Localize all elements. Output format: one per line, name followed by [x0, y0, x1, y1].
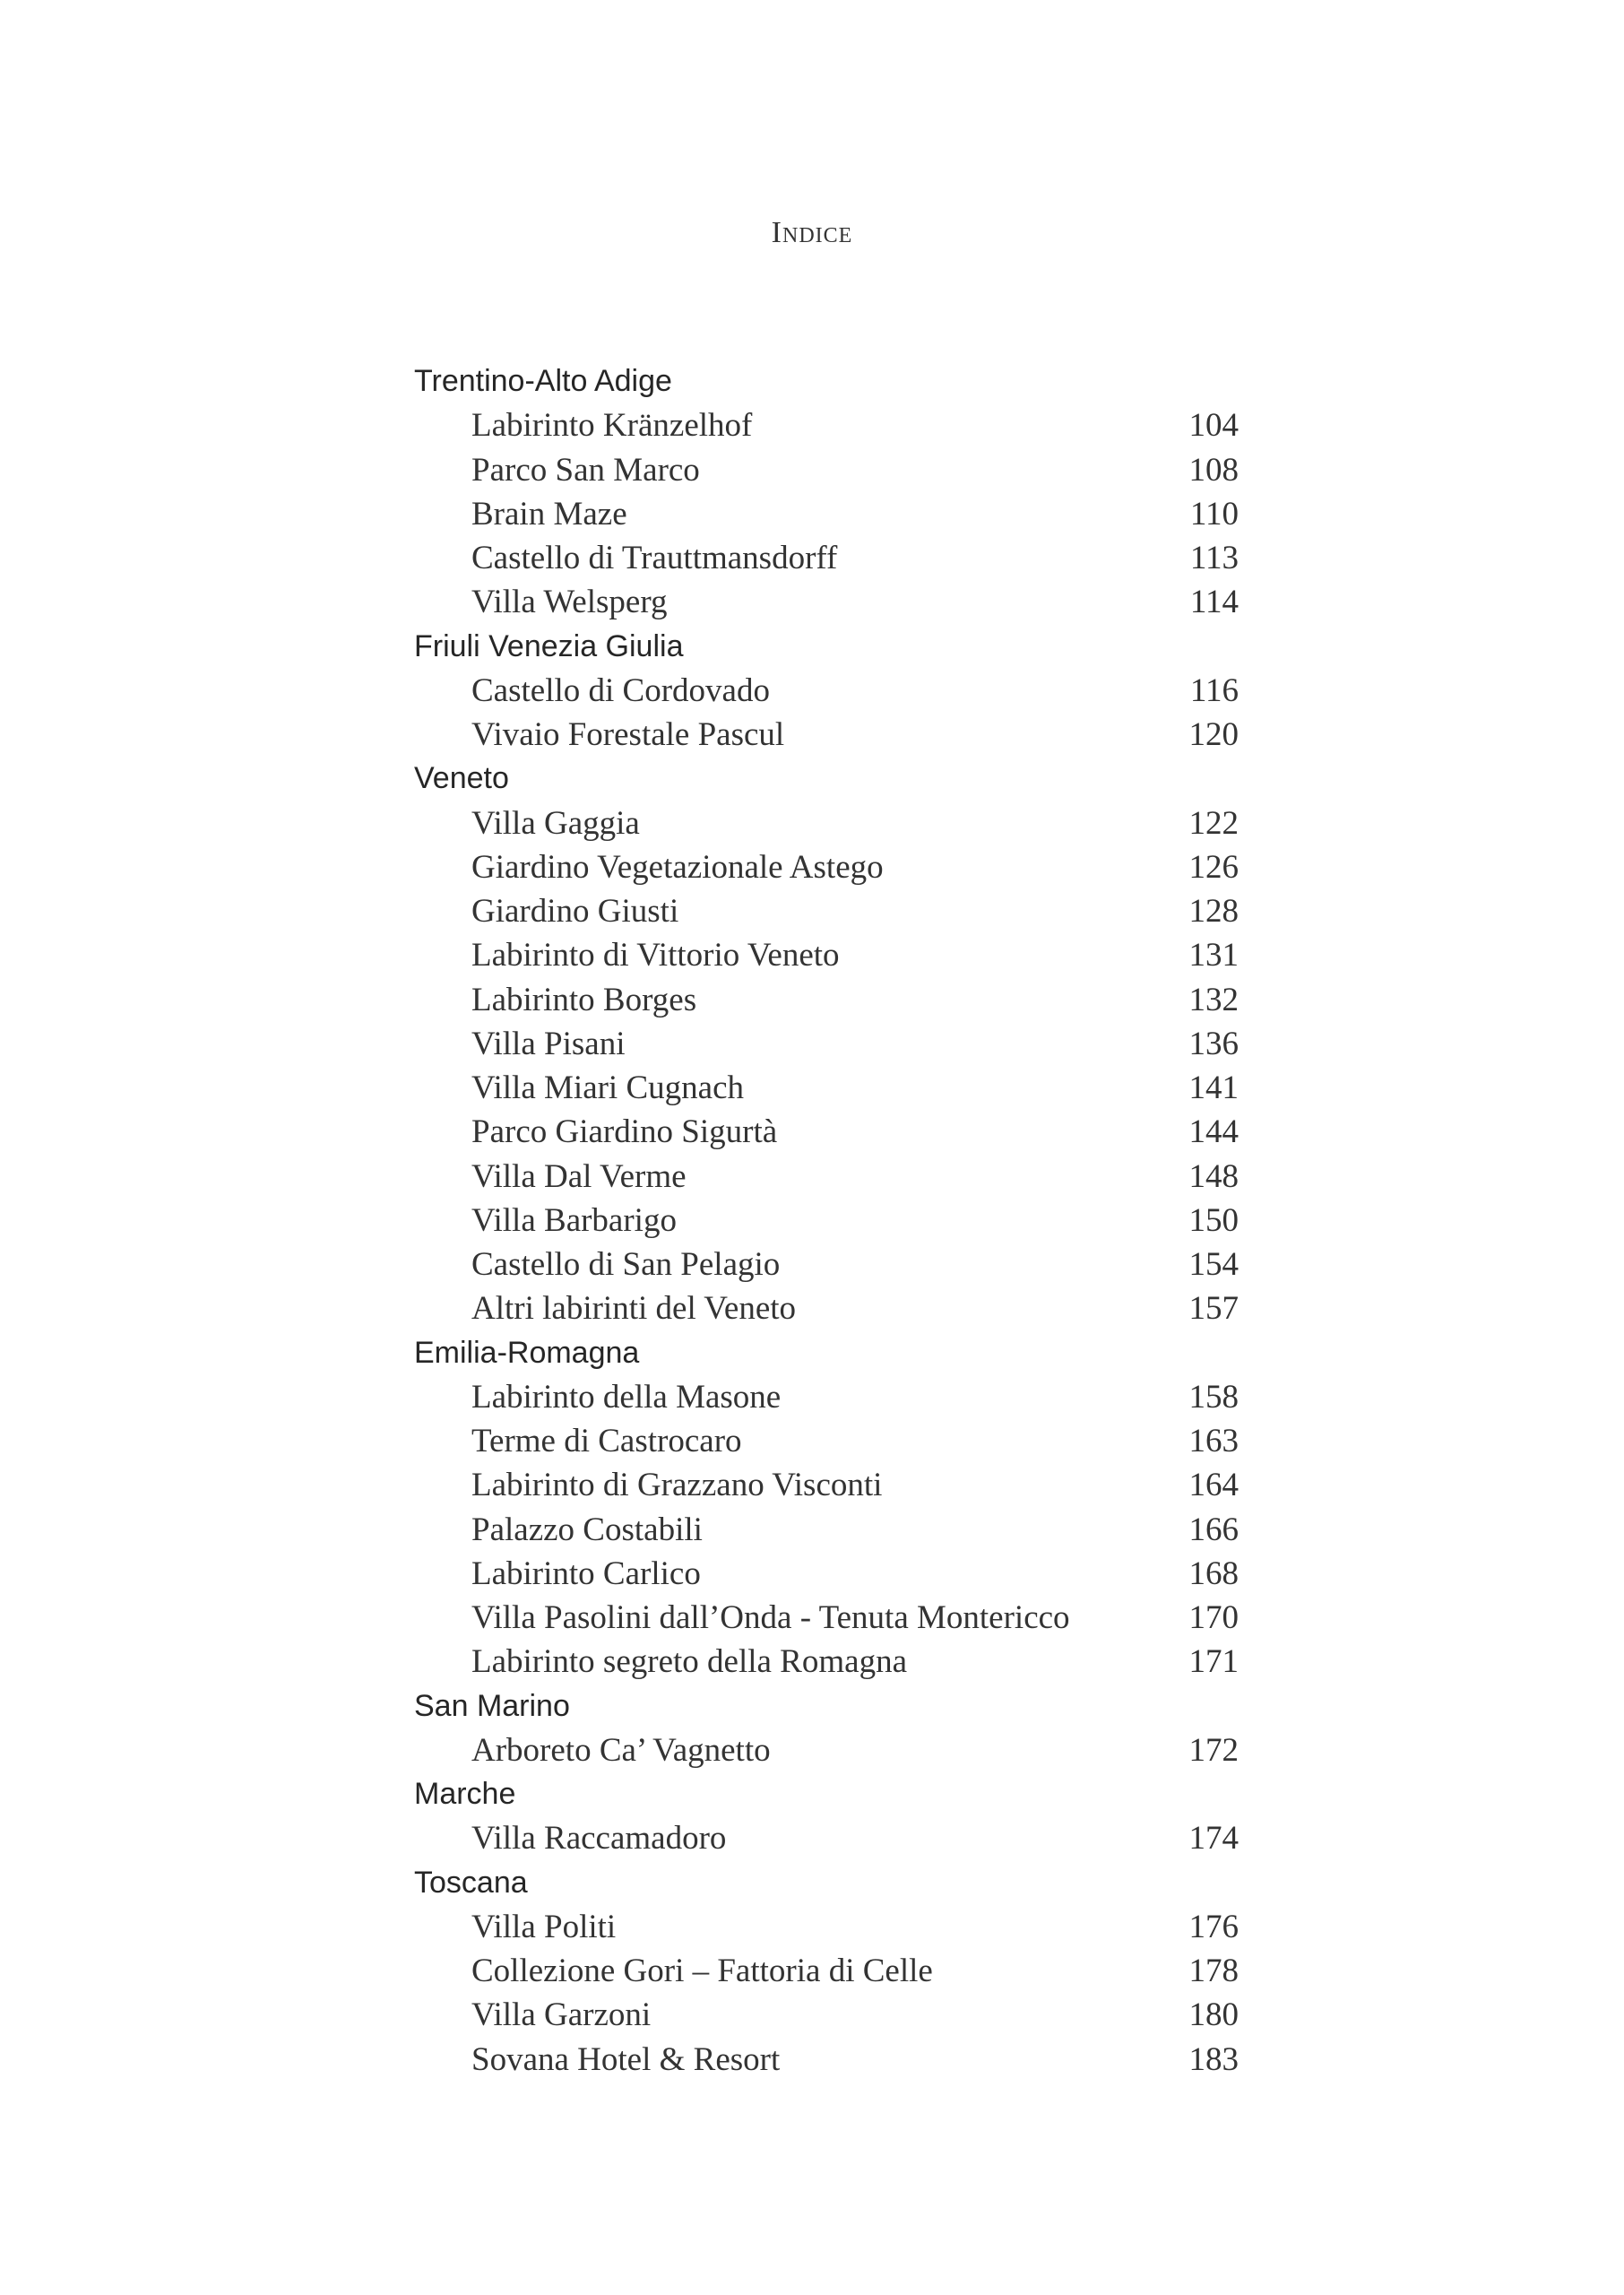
entry-page-number: 128 — [1188, 893, 1239, 930]
toc-entry — [414, 1199, 1274, 1243]
entry-page-number: 110 — [1189, 495, 1239, 533]
entry-title: Villa Politi — [471, 1908, 617, 1945]
entry-title: Vivaio Forestale Pascul — [471, 716, 785, 753]
entry-page-number: 126 — [1188, 848, 1239, 886]
entry-title: Castello di San Pelagio — [471, 1246, 781, 1283]
entry-page-number: 120 — [1188, 716, 1239, 753]
entry-title: Labirinto Kränzelhof — [471, 407, 753, 445]
region-heading: Friuli Venezia Giulia — [414, 628, 684, 663]
entry-title: Villa Welsperg — [471, 584, 668, 621]
region-heading: Veneto — [414, 761, 509, 796]
toc-entry — [414, 580, 1274, 624]
entry-page-number: 178 — [1188, 1953, 1239, 1989]
entry-title: Villa Garzoni — [471, 1996, 652, 2034]
toc-entry — [414, 1508, 1274, 1552]
region-heading: Toscana — [414, 1865, 528, 1900]
toc-region — [414, 359, 1274, 625]
entry-page-number: 144 — [1188, 1113, 1239, 1151]
toc-entry — [414, 1596, 1274, 1640]
entry-title: Villa Miari Cugnach — [471, 1070, 744, 1106]
entry-page-number: 171 — [1188, 1643, 1239, 1681]
toc-entry — [414, 1640, 1274, 1684]
entry-title: Brain Maze — [471, 495, 627, 533]
entry-title: Villa Raccamadoro — [471, 1820, 727, 1858]
entry-page-number: 136 — [1188, 1025, 1239, 1062]
entry-title: Palazzo Costabili — [471, 1511, 703, 1548]
entry-page-number: 148 — [1188, 1157, 1239, 1195]
entry-page-number: 168 — [1188, 1555, 1239, 1592]
entry-page-number: 170 — [1188, 1599, 1239, 1636]
region-heading: San Marino — [414, 1688, 570, 1723]
toc-entry — [414, 1066, 1274, 1110]
toc-entry — [414, 669, 1274, 713]
entry-page-number: 157 — [1188, 1290, 1239, 1328]
entry-title: Villa Dal Verme — [471, 1157, 687, 1195]
toc-entry — [414, 1552, 1274, 1596]
toc-entry — [414, 1375, 1274, 1419]
toc-region — [414, 1772, 1274, 1861]
toc-region — [414, 625, 1274, 758]
toc-entry — [414, 536, 1274, 580]
toc-entry — [414, 1993, 1274, 2037]
toc-entry — [414, 933, 1274, 977]
toc-entry — [414, 713, 1274, 757]
entry-title: Giardino Giusti — [471, 893, 679, 930]
region-heading: Trentino-Alto Adige — [414, 364, 672, 398]
entry-title: Labirinto Borges — [471, 981, 697, 1018]
entry-title: Giardino Vegetazionale Astego — [471, 848, 884, 886]
entry-page-number: 180 — [1188, 1996, 1239, 2034]
entry-page-number: 150 — [1188, 1201, 1239, 1239]
entry-title: Villa Barbarigo — [471, 1201, 677, 1239]
entry-page-number: 163 — [1188, 1423, 1239, 1459]
entry-page-number: 104 — [1188, 407, 1239, 445]
toc-entry — [414, 1110, 1274, 1154]
entry-page-number: 174 — [1188, 1820, 1239, 1858]
entry-page-number: 164 — [1188, 1467, 1239, 1504]
entry-title: Parco San Marco — [471, 451, 700, 489]
toc-region — [414, 1331, 1274, 1684]
entry-page-number: 172 — [1188, 1731, 1239, 1769]
toc-entry — [414, 1905, 1274, 1949]
entry-page-number: 132 — [1188, 981, 1239, 1018]
entry-title: Labirinto di Vittorio Veneto — [471, 937, 840, 974]
toc-region — [414, 1861, 1274, 2082]
toc-entry — [414, 978, 1274, 1022]
toc-entry — [414, 1816, 1274, 1860]
entry-page-number: 116 — [1189, 671, 1239, 709]
entry-page-number: 114 — [1189, 584, 1239, 621]
entry-title: Villa Gaggia — [471, 804, 640, 842]
entry-title: Terme di Castrocaro — [471, 1423, 742, 1459]
table-of-contents — [414, 359, 1274, 2082]
entry-title: Parco Giardino Sigurtà — [471, 1113, 778, 1151]
entry-title: Labirinto della Masone — [471, 1378, 782, 1416]
toc-entry — [414, 2038, 1274, 2082]
entry-title: Villa Pasolini dall’Onda - Tenuta Montericco — [471, 1599, 1070, 1636]
entry-page-number: 122 — [1188, 804, 1239, 842]
entry-page-number: 183 — [1188, 2040, 1239, 2078]
toc-entry — [414, 1419, 1274, 1463]
toc-region — [414, 1684, 1274, 1773]
entry-page-number: 131 — [1188, 937, 1239, 974]
entry-page-number: 176 — [1188, 1908, 1239, 1945]
entry-title: Sovana Hotel & Resort — [471, 2040, 781, 2078]
entry-title: Arboreto Ca’ Vagnetto — [471, 1731, 771, 1769]
toc-entry — [414, 1286, 1274, 1330]
entry-page-number: 108 — [1188, 451, 1239, 489]
toc-entry — [414, 1022, 1274, 1066]
entry-page-number: 166 — [1188, 1511, 1239, 1548]
entry-title: Castello di Trauttmansdorff — [471, 540, 838, 576]
toc-entry — [414, 845, 1274, 889]
toc-entry — [414, 492, 1274, 536]
toc-entry — [414, 801, 1274, 845]
toc-entry — [414, 1463, 1274, 1507]
entry-title: Labirinto segreto della Romagna — [471, 1643, 907, 1681]
toc-entry — [414, 1949, 1274, 1993]
toc-region — [414, 757, 1274, 1330]
entry-page-number: 154 — [1188, 1246, 1239, 1283]
toc-entry — [414, 403, 1274, 447]
entry-page-number: 141 — [1188, 1070, 1239, 1106]
toc-entry — [414, 1243, 1274, 1286]
toc-entry — [414, 448, 1274, 492]
entry-title: Altri labirinti del Veneto — [471, 1290, 797, 1328]
entry-title: Labirinto Carlico — [471, 1555, 701, 1592]
region-heading: Emilia-Romagna — [414, 1335, 640, 1370]
toc-entry — [414, 889, 1274, 933]
region-heading: Marche — [414, 1777, 516, 1811]
entry-title: Villa Pisani — [471, 1025, 626, 1062]
entry-page-number: 113 — [1189, 540, 1239, 576]
entry-title: Collezione Gori – Fattoria di Celle — [471, 1953, 933, 1989]
entry-title: Castello di Cordovado — [471, 671, 770, 709]
toc-entry — [414, 1155, 1274, 1199]
entry-page-number: 158 — [1188, 1378, 1239, 1416]
entry-title: Labirinto di Grazzano Visconti — [471, 1467, 883, 1504]
running-head: Indice — [771, 216, 853, 249]
toc-entry — [414, 1728, 1274, 1772]
